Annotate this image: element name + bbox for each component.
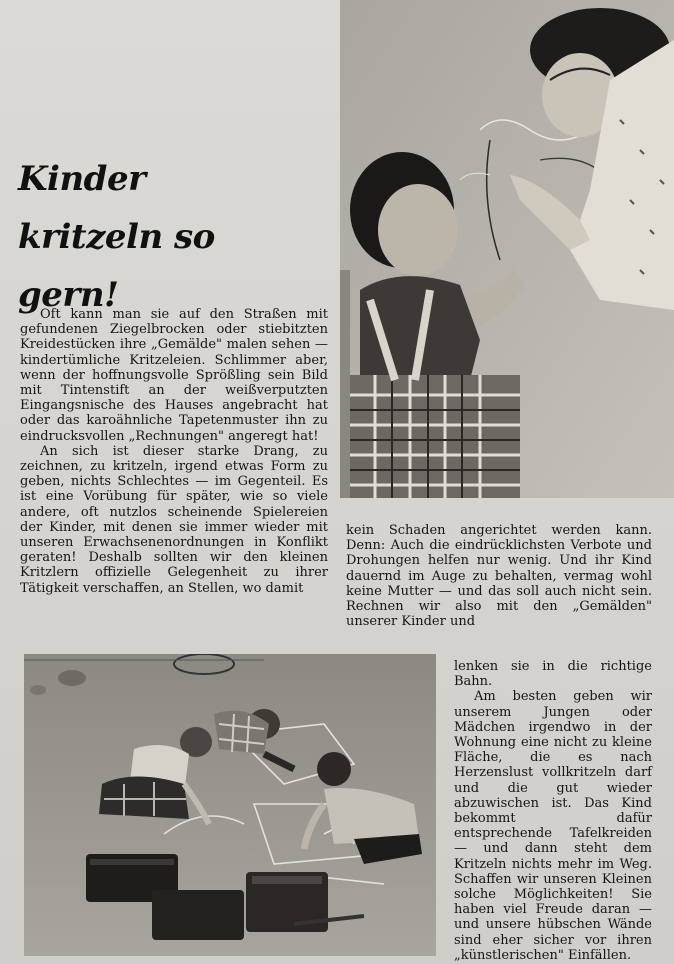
article-column-2: [346, 523, 652, 629]
paragraph: kein Schaden angerichtet werden kann. Denn: Auch die eindrücklichsten Verbote und Drohungen helfen nur wenig. Und ihr Kind dauernd im Auge zu behalten, vermag wohl keine Mutter — und das soll auch nicht sein. Rechnen wir also mit den „Gemälden" unserer Kinder und: [346, 523, 652, 630]
article-column-1: [20, 307, 328, 596]
title-line-2: kritzeln so gern!: [18, 217, 215, 315]
paragraph: An sich ist dieser starke Drang, zu zeichnen, zu kritzeln, irgend etwas Form zu geben, nichts Schlechtes — im Gegenteil. Es ist eine Vorübung für später, wie so viele andere, oft nutzlos scheinende Spielereien der Kinder, mit denen sie immer wieder mit unseren Erwachsenenordnungen in Konflikt geraten! Deshalb sollten wir den kleinen Kritzlern offizielle Gelegenheit zu ihrer Tätigkeit verschaffen, an Stellen, wo damit: [20, 443, 328, 596]
paragraph: Am besten geben wir unserem Jungen oder Mädchen irgendwo in der Wohnung eine nicht zu kleine Fläche, die es nach Herzenslust vollkritzeln darf und die gut wieder abzuwischen ist. Das Kind bekommt dafür entsprechende Tafelkreiden — und dann steht dem Kritzeln nichts mehr im Weg. Schaffen wir unseren Kleinen solche Möglichkeiten! Sie haben viel Freude daran — und unsere hübschen Wände sind eher sicher vor ihren „künstlerischen" Einfällen.: [454, 689, 652, 963]
paragraph: Oft kann man sie auf den Straßen mit gefundenen Ziegelbrocken oder stiebitzten Kreidestücken ihre „Gemälde" malen sehen — kindertümliche Kritzeleien. Schlimmer aber, wenn der hoffnungsvolle Sprößling sein Bild mit Tintenstift an der weißverputzten Eingangsnische des Hauses angebracht hat oder das karoähnliche Tapetenmuster ihn zu eindrucksvollen „Rechnungen" angeregt hat!: [20, 307, 328, 444]
photo-girl-drawing-on-wall: [340, 0, 674, 498]
photo-children-drawing-on-pavement: [24, 654, 436, 956]
article-column-3: [454, 659, 652, 963]
title-line-1: Kinder: [18, 159, 146, 199]
article-title: [18, 150, 318, 324]
paragraph: lenken sie in die richtige Bahn.: [454, 659, 652, 690]
